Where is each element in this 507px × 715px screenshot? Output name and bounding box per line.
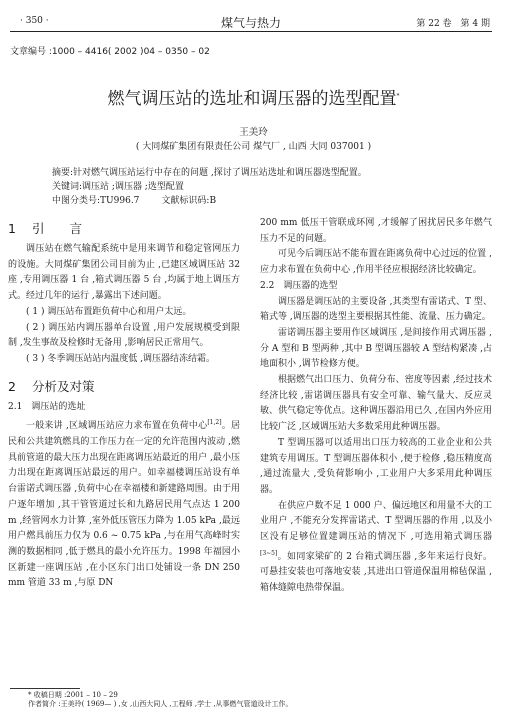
keywords-label: 关键词 — [52, 182, 80, 193]
paper-title — [0, 84, 507, 109]
section-1-heading — [8, 216, 240, 242]
running-header — [10, 14, 492, 32]
paragraph: 根据燃气出口压力、负荷分布、密度等因素 ,经过技术经济比较 ,雷诺调压器具有安全可靠、输气量大、反应灵敏、供气稳定等优点。这种调压器沿用已久 ,在国内外应用比较广泛 ,区域调压站大多数采用此种调压器。 — [260, 375, 492, 433]
summary-text: :针对燃气调压站运行中存在的问题 ,探讨了调压站选址和调压器选型配置。 — [70, 168, 367, 178]
footnote-received: * 收稿日期 :2001 – 10 – 29 — [28, 691, 118, 699]
subsection-2-1-heading: 2.1 调压站的选址 — [8, 401, 86, 412]
abstract-block — [52, 166, 472, 209]
paragraph-text: 一般来讲 ,区域调压站应力求布置在负荷中心 — [26, 421, 208, 432]
footnote-author-info: 作者简介 :王美玲( 1969— ) ,女 ,山西大同人 ,工程师 ,学士 ,从事燃气管道设计工作。 — [28, 700, 293, 708]
article-number: 文章编号 :1000 – 4416( 2002 )04 – 0350 – 02 — [10, 47, 210, 57]
section-1-number: 1 — [8, 221, 16, 236]
paragraph — [8, 415, 240, 592]
body-columns — [0, 216, 507, 686]
author: 王美玲 — [239, 127, 268, 138]
journal-name: 煤气与热力 — [220, 16, 281, 30]
left-column — [8, 216, 240, 592]
abstract-codes — [52, 194, 472, 208]
section-2-title: 分析及对策 — [32, 378, 95, 394]
list-item: ( 2 ) 调压站内调压器单台设置 ,用户发展规模受到限制 ,发生事故及检修时无备用 ,影响居民正常用气。 — [8, 322, 240, 349]
paragraph-text: 。居民和公共建筑燃具的工作压力在一定的允许范围内波动 ,燃具前管道的最大压力出现在距离调压站最近的用户 ,最小压力出现在距离调压站最远的用户。如幸福楼调压站设有单台雷诺式调压器 ,负荷中心在幸福楼和新建路周围。由于用户逐年增加 ,其干管管道过长和九路居民用气点达 1 200 m ,经管网水力计算 ,室外低压管压力降为 1.05 kPa ,最远用户燃具前压力仅为 0.6 ~ 0.75 kPa ,与在用气高峰时实测的数据相同 ,低于燃具的最小允许压力。1998 年福园小区新建一座调压站 ,在小区东门出口处铺设一条 DN 250 mm 管道 33 m ,与原 DN — [8, 421, 240, 589]
section-2-heading — [8, 374, 240, 400]
doc-label: 文献标识码 — [161, 196, 207, 207]
keywords-text: :调压站 ;调压器 ;选型配置 — [79, 182, 184, 193]
affiliation: ( 大同煤矿集团有限责任公司 煤气厂 , 山西 大同 037001 ) — [135, 142, 372, 152]
paragraph: 雷诺调压器主要用作区域调压 ,是间接作用式调压器 ,分 A 型和 B 型两种 ,其中 B 型调压器较 A 型结构紧凑 ,占地面积小 ,调节检修方便。 — [260, 327, 492, 370]
title-footnote-mark: * — [396, 92, 400, 100]
summary-label: 摘要 — [52, 168, 71, 178]
doc-value: :B — [206, 196, 217, 207]
clc-value: :TU996.7 — [97, 196, 140, 207]
paragraph-text: 在供应户数不足 1 000 户、偏远地区和用量不大的工业用户 ,不能充分发挥雷诺式、T 型调压器的作用 ,以及小区没有足够位置建调压站的情况下 ,可选用箱式调压器 — [260, 500, 492, 543]
list-item: ( 1 ) 调压站布置距负荷中心和用户太远。 — [26, 306, 192, 317]
list-item: ( 3 ) 冬季调压站站内温度低 ,调压器结冻结霜。 — [26, 353, 216, 364]
subsection-2-2-heading: 2.2 调压器的选型 — [260, 280, 338, 291]
clc-label: 中图分类号 — [52, 196, 98, 207]
paragraph — [260, 499, 492, 597]
abstract-summary — [52, 166, 472, 180]
paragraph: 调压站在燃气输配系统中是用来调节和稳定管网压力的设施。大同煤矿集团公司目前为止 ,已建区域调压站 32 座 ,专用调压器 1 台 ,箱式调压器 5 台 ,均属于地上调压方式。经过几年的运行 ,暴露出下述问题。 — [8, 244, 240, 302]
paper-title-text: 燃气调压站的选址和调压器的选型配置 — [107, 89, 397, 109]
citation-ref: [3~5] — [260, 549, 278, 557]
citation-ref: [1,2] — [207, 419, 222, 427]
paragraph: 可见今后调压站不能布置在距离负荷中心过远的位置 ,应力求布置在负荷中心 ,作用半径应根据经济比较确定。 — [260, 249, 492, 276]
page-number: · 350 · — [20, 16, 49, 26]
paragraph: 调压器是调压站的主要设备 ,其类型有雷诺式、T 型、箱式等 ,调压器的选型主要根据其性能、流量、压力确定。 — [260, 296, 492, 323]
section-1-title: 引 言 — [32, 221, 83, 236]
paragraph-text: 。如同家梁矿的 2 台箱式调压器 ,多年来运行良好。可悬挂安装也可落地安装 ,其进出口管道保温用棉毡保温 ,箱体缝隙电热带保温。 — [260, 551, 492, 594]
paragraph: 200 mm 低压干管联成环网 ,才缓解了困扰居民多年燃气压力不足的问题。 — [260, 218, 492, 244]
right-column — [260, 216, 492, 597]
section-2-number: 2 — [8, 378, 16, 394]
abstract-keywords — [52, 180, 472, 194]
paragraph: T 型调压器可以适用出口压力较高的工业企业和公共建筑专用调压。T 型调压器体积小 ,便于检修 ,稳压精度高 ,通过流量大 ,受负荷影响小 ,工业用户大多采用此种调压器。 — [260, 437, 492, 495]
footnote-rule — [10, 688, 80, 689]
volume-issue: 第 22 卷 第 4 期 — [416, 19, 490, 29]
